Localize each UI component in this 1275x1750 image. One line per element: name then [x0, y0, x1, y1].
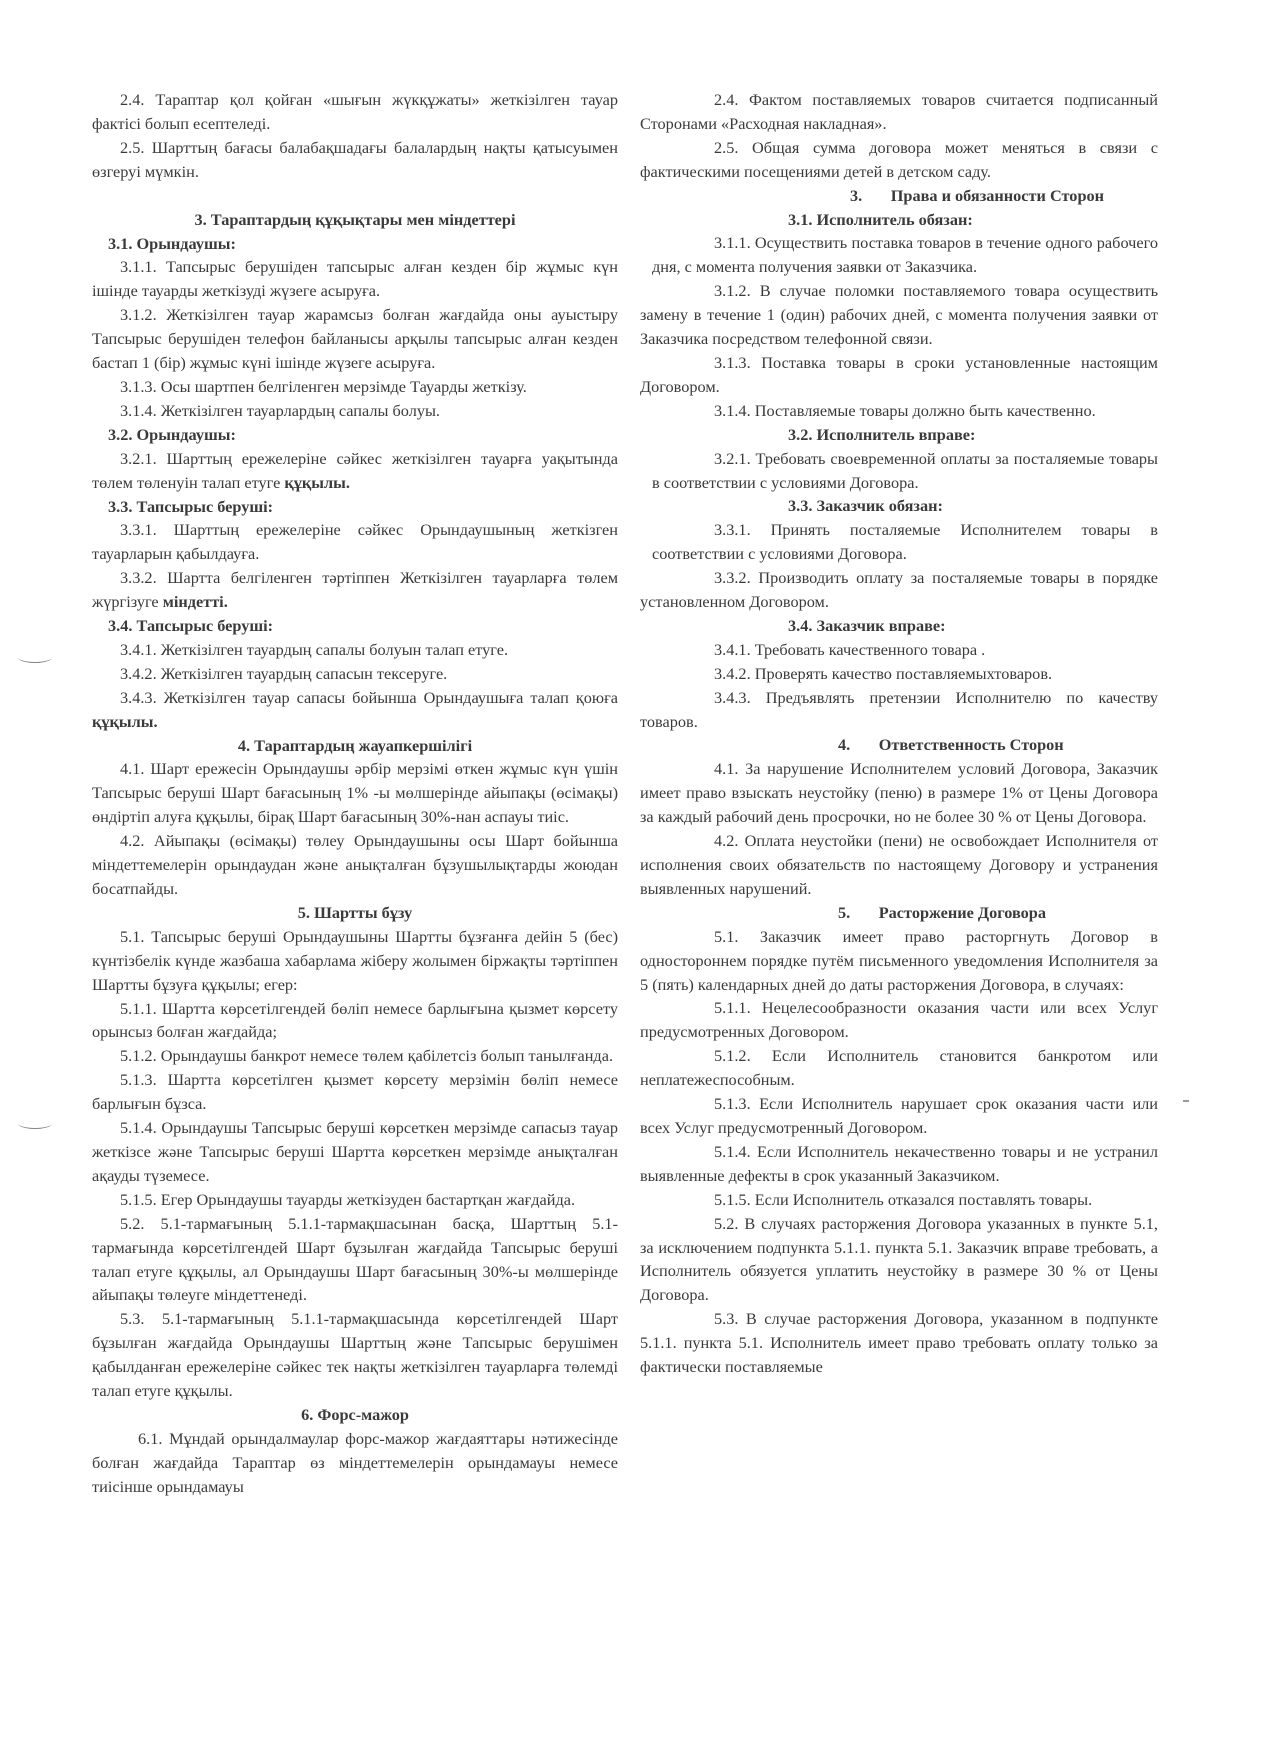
kz-section-3-heading: 3. Тараптардың құқықтары мен міндеттері	[194, 209, 516, 229]
ru-subsection-3-3: 3.3. Заказчик обязан:	[788, 496, 943, 516]
kz-subsection-3-2: 3.2. Орындаушы:	[108, 424, 236, 444]
ru-clause-5-1-4: 5.1.4. Если Исполнитель некачественно товары и не устранил выявленные дефекты в срок указанный Заказчиком.	[640, 1141, 1158, 1185]
kz-clause-5-1-2: 5.1.2. Орындаушы банкрот немесе төлем қабілетсіз болып танылғанда.	[120, 1046, 614, 1066]
ru-clause-3-3-1: 3.3.1. Принять посталяемые Исполнителем товары в соответствии с условиями Договора.	[652, 520, 1158, 564]
kz-clause-4-1: 4.1. Шарт ережесін Орындаушы әрбір мерзімі өткен жұмыс күн үшін Тапсырыс беруші Шарт бағасының 1% -ы мөлшерінде айыпақы (өсімақы) өндіртіп алуға құқылы, бірақ Шарт бағасының 30%-нан аспауы тиіс.	[92, 759, 618, 827]
ru-clause-3-1-4: 3.1.4. Поставляемые товары должно быть качественно.	[714, 400, 1096, 420]
kz-clause-5-1-5: 5.1.5. Егер Орындаушы тауарды жеткізуден бастартқан жағдайда.	[120, 1189, 576, 1209]
ru-clause-2-4: 2.4. Фактом поставляемых товаров считается подписанный Сторонами «Расходная накладная».	[640, 90, 1158, 133]
kz-clause-2-4: 2.4. Тараптар қол қойған «шығын жүкқұжаты» жеткізілген тауар фактісі болып есептеледі.	[92, 90, 618, 133]
ru-clause-3-3-2: 3.3.2. Производить оплату за посталяемые товары в порядке установленном Договором.	[640, 568, 1158, 612]
ru-clause-5-1: 5.1. Заказчик имеет право расторгнуть Договор в одностороннем порядке путём письменного уведомления Исполнителя за 5 (пять) календарных дней до даты расторжения Договора, в случаях:	[640, 926, 1158, 994]
ru-clause-5-1-3: 5.1.3. Если Исполнитель нарушает срок оказания части или всех Услуг предусмотренный Договором.	[640, 1094, 1158, 1137]
ru-clause-2-5: 2.5. Общая сумма договора может меняться в связи с фактическими посещениями детей в детском саду.	[640, 137, 1158, 181]
kz-clause-5-1-4: 5.1.4. Орындаушы Тапсырыс беруші көрсеткен мерзімде сапасыз тауар жеткізсе және Тапсырыс беруші Шартта көрсеткен мерзімде анықталған ақауды түземесе.	[92, 1118, 618, 1185]
ru-clause-5-1-5: 5.1.5. Если Исполнитель отказался поставлять товары.	[714, 1189, 1093, 1209]
ru-clause-4-2: 4.2. Оплата неустойки (пени) не освобождает Исполнителя от исполнения своих обязательств по настоящему Договору и устранения выявленных нарушений.	[640, 831, 1158, 898]
kz-clause-3-4-1: 3.4.1. Жеткізілген тауардың сапалы болуын талап етуге.	[120, 639, 509, 659]
ru-clause-3-1-3: 3.1.3. Поставка товары в сроки установленные настоящим Договором.	[640, 352, 1158, 396]
kazakh-column	[92, 88, 618, 1499]
kz-section-4-heading: 4. Тараптардың жауапкершілігі	[237, 735, 473, 755]
ru-clause-5-1-2: 5.1.2. Если Исполнитель становится банкротом или неплатежеспособным.	[640, 1046, 1158, 1090]
kz-clause-3-1-3: 3.1.3. Осы шартпен белгіленген мерзімде Тауарды жеткізу.	[120, 376, 527, 396]
ru-subsection-3-2: 3.2. Исполнитель вправе:	[788, 424, 976, 444]
russian-column	[640, 88, 1158, 1379]
kz-clause-3-4-3: 3.4.3. Жеткізілген тауар сапасы бойынша Орындаушыға талап қоюға құқылы.	[92, 687, 618, 731]
kz-clause-5-1-3: 5.1.3. Шартта көрсетілген қызмет көрсету мерзімін бөліп немесе барлығын бұзса.	[92, 1070, 618, 1114]
kz-clause-5-1: 5.1. Тапсырыс беруші Орындаушыны Шартты бұзғанға дейін 5 (бес) күнтізбелік күнде жазбаша хабарлама жіберу жолымен біржақты тәртіппен Шартты бұзуға құқылы; егер:	[92, 926, 618, 994]
kz-clause-3-3-2: 3.3.2. Шартта белгіленген тәртіппен Жеткізілген тауарларға төлем жүргізуге міндетті.	[92, 568, 618, 612]
kz-subsection-3-3: 3.3. Тапсырыс беруші:	[108, 496, 274, 516]
ru-subsection-3-1: 3.1. Исполнитель обязан:	[788, 209, 973, 229]
ru-clause-3-4-2: 3.4.2. Проверять качество поставляемыхтоваров.	[714, 663, 1053, 683]
ru-clause-3-1-1: 3.1.1. Осуществить поставка товаров в течение одного рабочего дня, с момента получения заявки от Заказчика.	[652, 233, 1158, 277]
kz-clause-3-2-1: 3.2.1. Шарттың ережелеріне сәйкес жеткізілген тауарға уақытында төлем төленуін талап етуге құқылы.	[92, 448, 618, 492]
kz-subsection-3-1: 3.1. Орындаушы:	[108, 233, 236, 253]
scan-speck	[1183, 1100, 1189, 1102]
kz-clause-2-5: 2.5. Шарттың бағасы балабақшадағы балалардың нақты қатысуымен өзгеруі мүмкін.	[92, 137, 618, 181]
ru-clause-5-1-1: 5.1.1. Нецелесообразности оказания части или всех Услуг предусмотренных Договором.	[640, 998, 1158, 1042]
kz-clause-6-1: 6.1. Мұндай орындалмаулар форс-мажор жағдаяттары нәтижесінде болған жағдайда Тараптар өз міндеттемелерін орындамауы немесе тиісінше орындамауы	[92, 1428, 618, 1496]
kz-clause-3-1-1: 3.1.1. Тапсырыс берушіден тапсырыс алған кезден бір жұмыс күн ішінде тауарды жеткізуді жүзеге асыруға.	[92, 257, 618, 301]
ru-clause-3-2-1: 3.2.1. Требовать своевременной оплаты за посталяемые товары в соответствии с условиями Договора.	[652, 448, 1158, 492]
kz-subsection-3-4: 3.4. Тапсырыс беруші:	[108, 616, 274, 636]
kz-clause-3-4-2: 3.4.2. Жеткізілген тауардың сапасын тексеруге.	[120, 663, 448, 683]
kz-clause-3-3-1: 3.3.1. Шарттың ережелеріне сәйкес Орындаушының жеткізген тауарларын қабылдауға.	[92, 520, 618, 564]
ru-clause-5-3: 5.3. В случае расторжения Договора, указанном в подпункте 5.1.1. пункта 5.1. Исполнитель имеет право требовать оплату только за фактически поставляемые	[640, 1309, 1158, 1377]
kz-clause-3-1-4: 3.1.4. Жеткізілген тауарлардың сапалы болуы.	[120, 400, 441, 420]
kz-clause-5-1-1: 5.1.1. Шартта көрсетілгендей бөліп немесе барлығына қызмет көрсету орынсыз болған жағдайда;	[92, 998, 618, 1042]
scan-mark	[18, 652, 52, 663]
kz-section-5-heading: 5. Шартты бұзу	[297, 902, 413, 922]
ru-clause-3-4-3: 3.4.3. Предъявлять претензии Исполнителю по качеству товаров.	[640, 687, 1158, 731]
ru-clause-3-4-1: 3.4.1. Требовать качественного товара .	[714, 639, 986, 659]
kz-clause-5-2: 5.2. 5.1-тармағының 5.1.1-тармақшасынан басқа, Шарттың 5.1-тармағында көрсетілгендей Шарт бұзылған жағдайда Тапсырыс беруші талап етуге құқылы, ал Орындаушы Шарт бағасының 30%-ы мөлшерінде айыпақы төлеуге міндеттенеді.	[92, 1213, 618, 1305]
ru-section-4-heading: 4. Ответственность Сторон	[838, 735, 1064, 755]
kz-clause-3-1-2: 3.1.2. Жеткізілген тауар жарамсыз болған жағдайда оны ауыстыру Тапсырыс берушіден телефон байланысы арқылы тапсырыс алған кезден бастап 1 (бір) жұмыс күні ішінде жүзеге асыруға.	[92, 305, 618, 373]
ru-clause-3-1-2: 3.1.2. В случае поломки поставляемого товара осуществить замену в течение 1 (один) рабочих дней, с момента получения заявки от Заказчика посредством телефонной связи.	[640, 281, 1158, 349]
ru-subsection-3-4: 3.4. Заказчик вправе:	[788, 615, 946, 635]
scan-mark	[18, 1118, 52, 1129]
ru-section-3-heading: 3. Права и обязанности Сторон	[850, 185, 1105, 205]
kz-clause-4-2: 4.2. Айыпақы (өсімақы) төлеу Орындаушыны осы Шарт бойынша міндеттемелерін орындаудан және анықталған бұзушылықтарды жоюдан босатпайды.	[92, 831, 618, 898]
ru-clause-4-1: 4.1. За нарушение Исполнителем условий Договора, Заказчик имеет право взыскать неустойку (пеню) в размере 1% от Цены Договора за каждый рабочий день просрочки, но не более 30 % от Цены Договора.	[640, 759, 1158, 827]
kz-section-6-heading: 6. Форс-мажор	[301, 1404, 409, 1424]
ru-clause-5-2: 5.2. В случаях расторжения Договора указанных в пункте 5.1, за исключением подпункта 5.1.1. пункта 5.1. Заказчик вправе требовать, а Исполнитель обязуется уплатить неустойку в размере 30 % от Цены Договора.	[640, 1213, 1158, 1305]
kz-clause-5-3: 5.3. 5.1-тармағының 5.1.1-тармақшасында көрсетілгендей Шарт бұзылған жағдайда Орындаушы Шарттың және Тапсырыс берушімен қабылданған ережелеріне сәйкес тек нақты жеткізілген тауарларға төлемді талап етуге құқылы.	[92, 1309, 618, 1401]
ru-section-5-heading: 5. Расторжение Договора	[838, 902, 1046, 922]
